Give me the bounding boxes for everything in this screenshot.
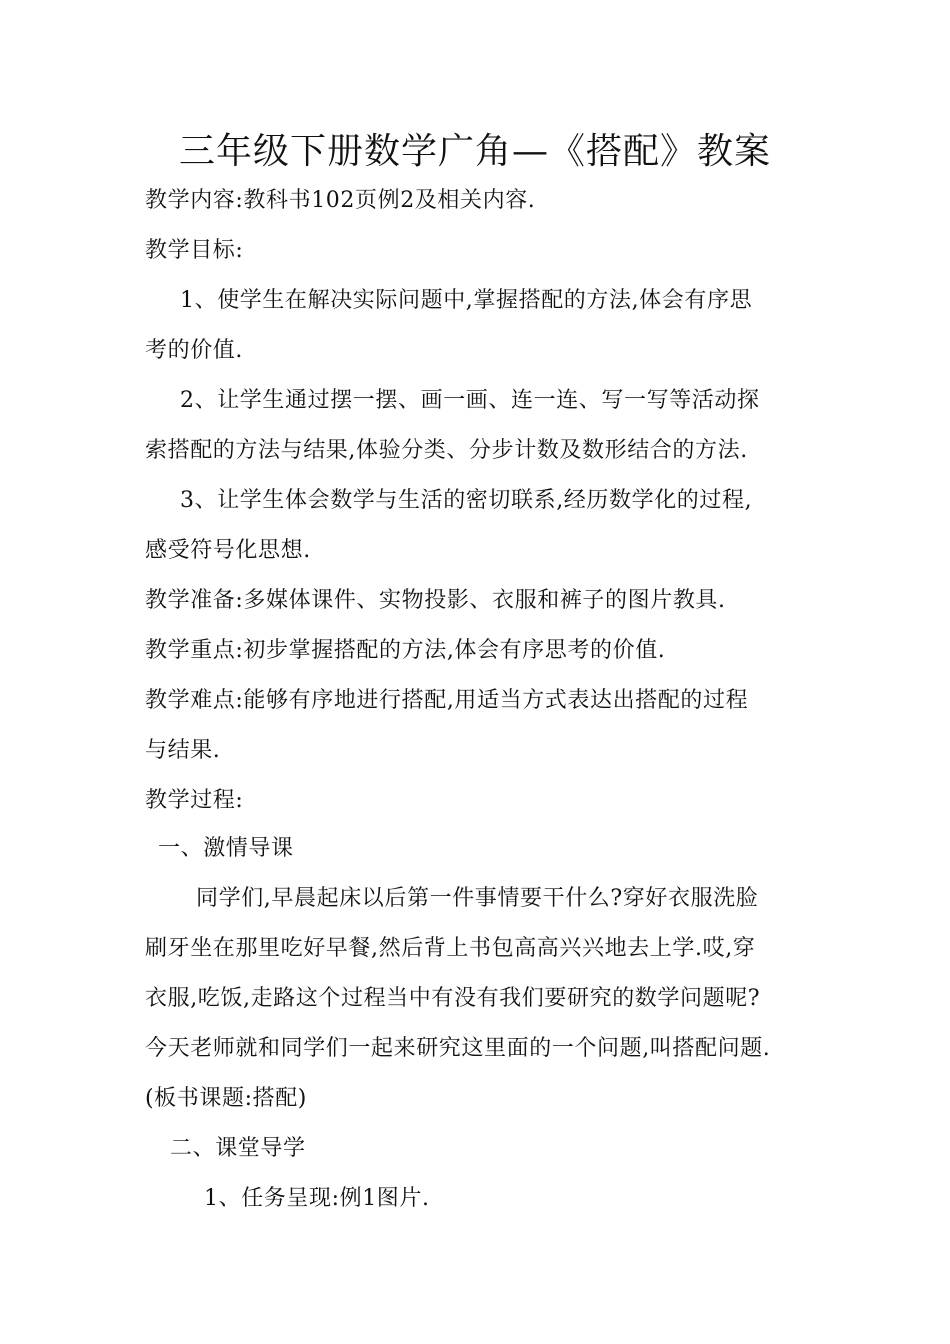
teaching-goals-heading: 教学目标: — [145, 238, 244, 263]
goal-1-line-2: 考的价值. — [145, 338, 243, 363]
goal-3-line-2: 感受符号化思想. — [145, 538, 311, 563]
intro-paragraph-line-4: 今天老师就和同学们一起来研究这里面的一个问题,叫搭配问题. — [145, 1036, 771, 1061]
teaching-content-line: 教学内容:教科书102页例2及相关内容. — [145, 188, 536, 213]
teaching-focus-line: 教学重点:初步掌握搭配的方法,体会有序思考的价值. — [145, 638, 666, 663]
teaching-difficulty-line-1: 教学难点:能够有序地进行搭配,用适当方式表达出搭配的过程 — [145, 688, 749, 713]
section-1-heading: 一、激情导课 — [158, 836, 294, 861]
goal-2-line-1: 2、让学生通过摆一摆、画一画、连一连、写一写等活动探 — [180, 388, 760, 413]
intro-paragraph-line-3: 衣服,吃饭,走路这个过程当中有没有我们要研究的数学问题呢? — [145, 986, 761, 1011]
intro-paragraph-line-2: 刷牙坐在那里吃好早餐,然后背上书包高高兴兴地去上学.哎,穿 — [145, 936, 756, 961]
task-presentation-line: 1、任务呈现:例1图片. — [204, 1186, 430, 1211]
teaching-difficulty-line-2: 与结果. — [145, 738, 221, 763]
intro-paragraph-line-1: 同学们,早晨起床以后第一件事情要干什么?穿好衣服洗脸 — [196, 886, 759, 911]
goal-2-line-2: 索搭配的方法与结果,体验分类、分步计数及数形结合的方法. — [145, 438, 748, 463]
section-2-heading: 二、课堂导学 — [170, 1136, 306, 1161]
document-title: 三年级下册数学广角—《搭配》教案 — [178, 131, 771, 172]
blackboard-note: (板书课题:搭配) — [145, 1086, 307, 1111]
goal-1-line-1: 1、使学生在解决实际问题中,掌握搭配的方法,体会有序思 — [180, 288, 753, 313]
goal-3-line-1: 3、让学生体会数学与生活的密切联系,经历数学化的过程, — [180, 488, 753, 513]
teaching-preparation-line: 教学准备:多媒体课件、实物投影、衣服和裤子的图片教具. — [145, 588, 726, 613]
teaching-process-heading: 教学过程: — [145, 788, 244, 813]
